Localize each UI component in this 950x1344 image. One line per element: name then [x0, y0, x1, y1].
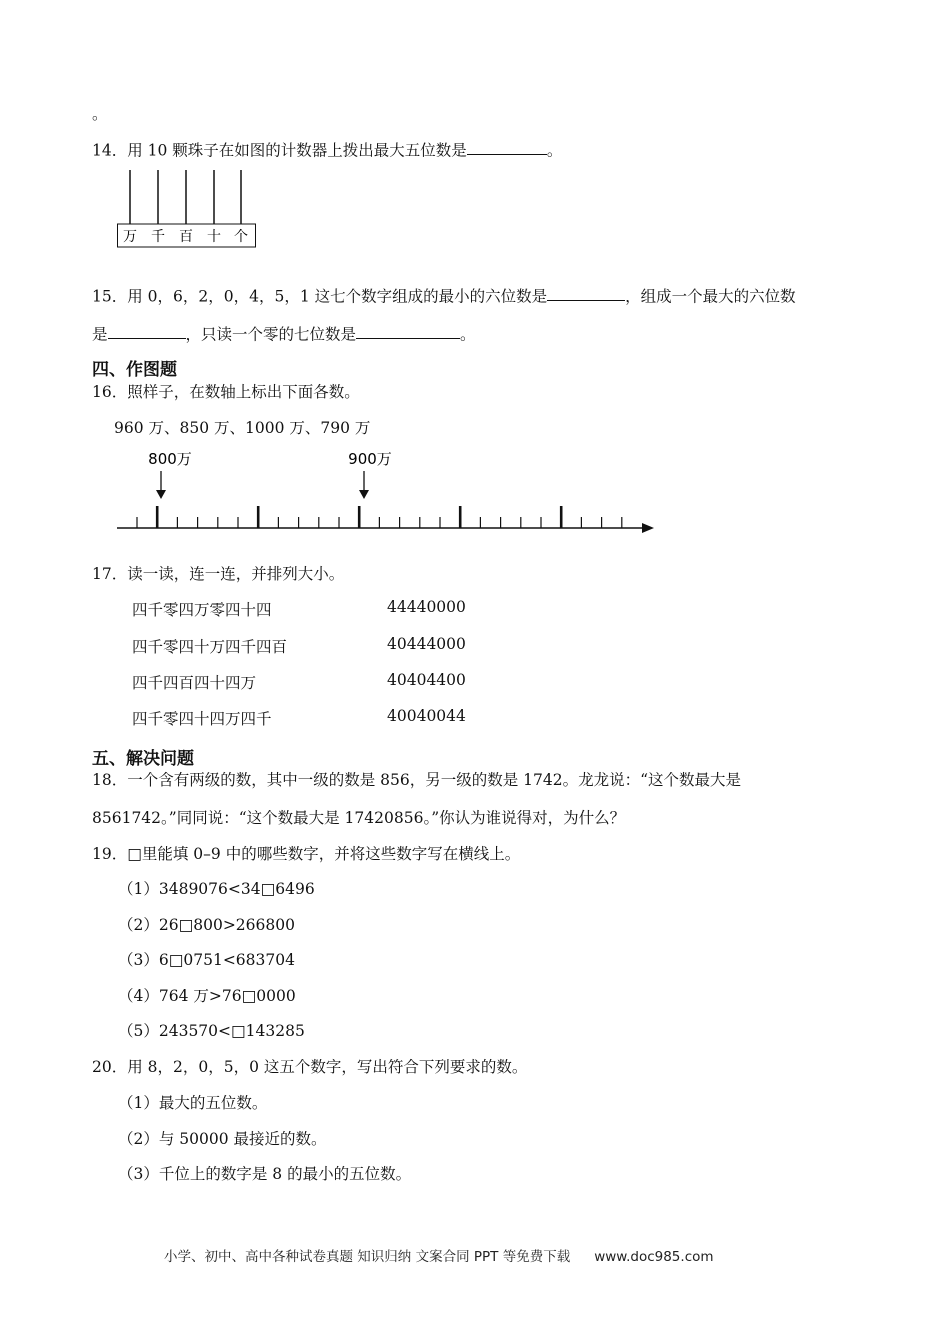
answer-blank-14[interactable]: [467, 138, 547, 155]
question-16: 16．照样子，在数轴上标出下面各数。: [92, 383, 360, 401]
answer-blank-15a[interactable]: [547, 284, 625, 301]
question-19-item: （5）243570<□143285: [118, 1022, 305, 1040]
abacus-label: 个: [234, 229, 248, 245]
question-15-text-a: 15．用 0，6，2，0，4，5，1 这七个数字组成的最小的六位数是: [92, 287, 548, 306]
reading-word: 四千零四万零四十四: [132, 601, 272, 619]
number-line-arrowhead: [642, 523, 654, 533]
question-19-item: （1）3489076<34□6496: [118, 880, 315, 898]
label-900-wan: 900万: [348, 450, 392, 468]
reading-number: 44440000: [387, 598, 466, 616]
question-14-text: 14．用 10 颗珠子在如图的计数器上拨出最大五位数是: [92, 141, 467, 160]
reading-number: 40444000: [387, 635, 466, 653]
question-15-text-e: 。: [460, 325, 476, 344]
question-14-end: 。: [546, 141, 563, 160]
question-15-text-d: ，只读一个零的七位数是: [185, 325, 357, 344]
question-18-line2: 8561742。”同同说：“这个数最大是 17420856。”你认为谁说得对，为什么？: [92, 809, 626, 827]
question-20-item: （1）最大的五位数。: [118, 1094, 268, 1112]
number-line-ticks: [137, 506, 622, 528]
question-19-item: （2）26□800>266800: [118, 916, 295, 934]
footer-text: 小学、初中、高中各种试卷真题 知识归纳 文案合同 PPT 等免费下载: [164, 1249, 571, 1265]
question-19-item: （4）764 万>76□0000: [118, 987, 296, 1005]
question-15-text-c: 是: [92, 325, 108, 344]
arrow-800-head: [156, 490, 166, 499]
reading-word: 四千零四十万四千四百: [132, 638, 288, 656]
abacus-label: 百: [179, 229, 193, 245]
reading-number: 40404400: [387, 671, 466, 689]
question-16-numbers: 960 万、850 万、1000 万、790 万: [114, 419, 371, 437]
section-4-title: 四、作图题: [92, 360, 177, 380]
arrow-900-head: [359, 490, 369, 499]
answer-blank-15b[interactable]: [108, 322, 186, 339]
abacus-label: 万: [123, 229, 137, 245]
top-mark: 。: [92, 105, 108, 123]
footer: [164, 1245, 714, 1265]
question-20-item: （2）与 50000 最接近的数。: [118, 1130, 327, 1148]
reading-word: 四千零四十四万四千: [132, 710, 272, 728]
reading-number: 40040044: [387, 707, 466, 725]
section-5-title: 五、解决问题: [92, 749, 194, 769]
question-20-item: （3）千位上的数字是 8 的最小的五位数。: [118, 1165, 412, 1183]
question-20: 20．用 8，2，0，5，0 这五个数字，写出符合下列要求的数。: [92, 1058, 528, 1076]
question-19: 19．□里能填 0–9 中的哪些数字，并将这些数字写在横线上。: [92, 845, 521, 863]
question-15-line2: [92, 322, 476, 344]
reading-word: 四千四百四十四万: [132, 674, 257, 692]
question-15-line1: [92, 284, 796, 306]
question-17: 17．读一读，连一连，并排列大小。: [92, 565, 345, 583]
question-19-item: （3）6□0751<683704: [118, 951, 295, 969]
abacus-svg: [117, 168, 257, 248]
number-line-svg: [114, 446, 659, 538]
label-800-wan: 800万: [148, 450, 192, 468]
question-18-line1: 18．一个含有两级的数，其中一级的数是 856，另一级的数是 1742。龙龙说：“这个数最大是: [92, 771, 742, 789]
abacus-figure: [117, 168, 257, 248]
footer-url[interactable]: www.doc985.com: [594, 1249, 714, 1265]
abacus-label: 十: [207, 229, 221, 245]
abacus-label: 千: [151, 229, 165, 245]
answer-blank-15c[interactable]: [356, 322, 460, 339]
number-line-figure: [114, 446, 659, 538]
question-14: [92, 138, 562, 160]
question-15-text-b: ，组成一个最大的六位数: [625, 287, 796, 306]
